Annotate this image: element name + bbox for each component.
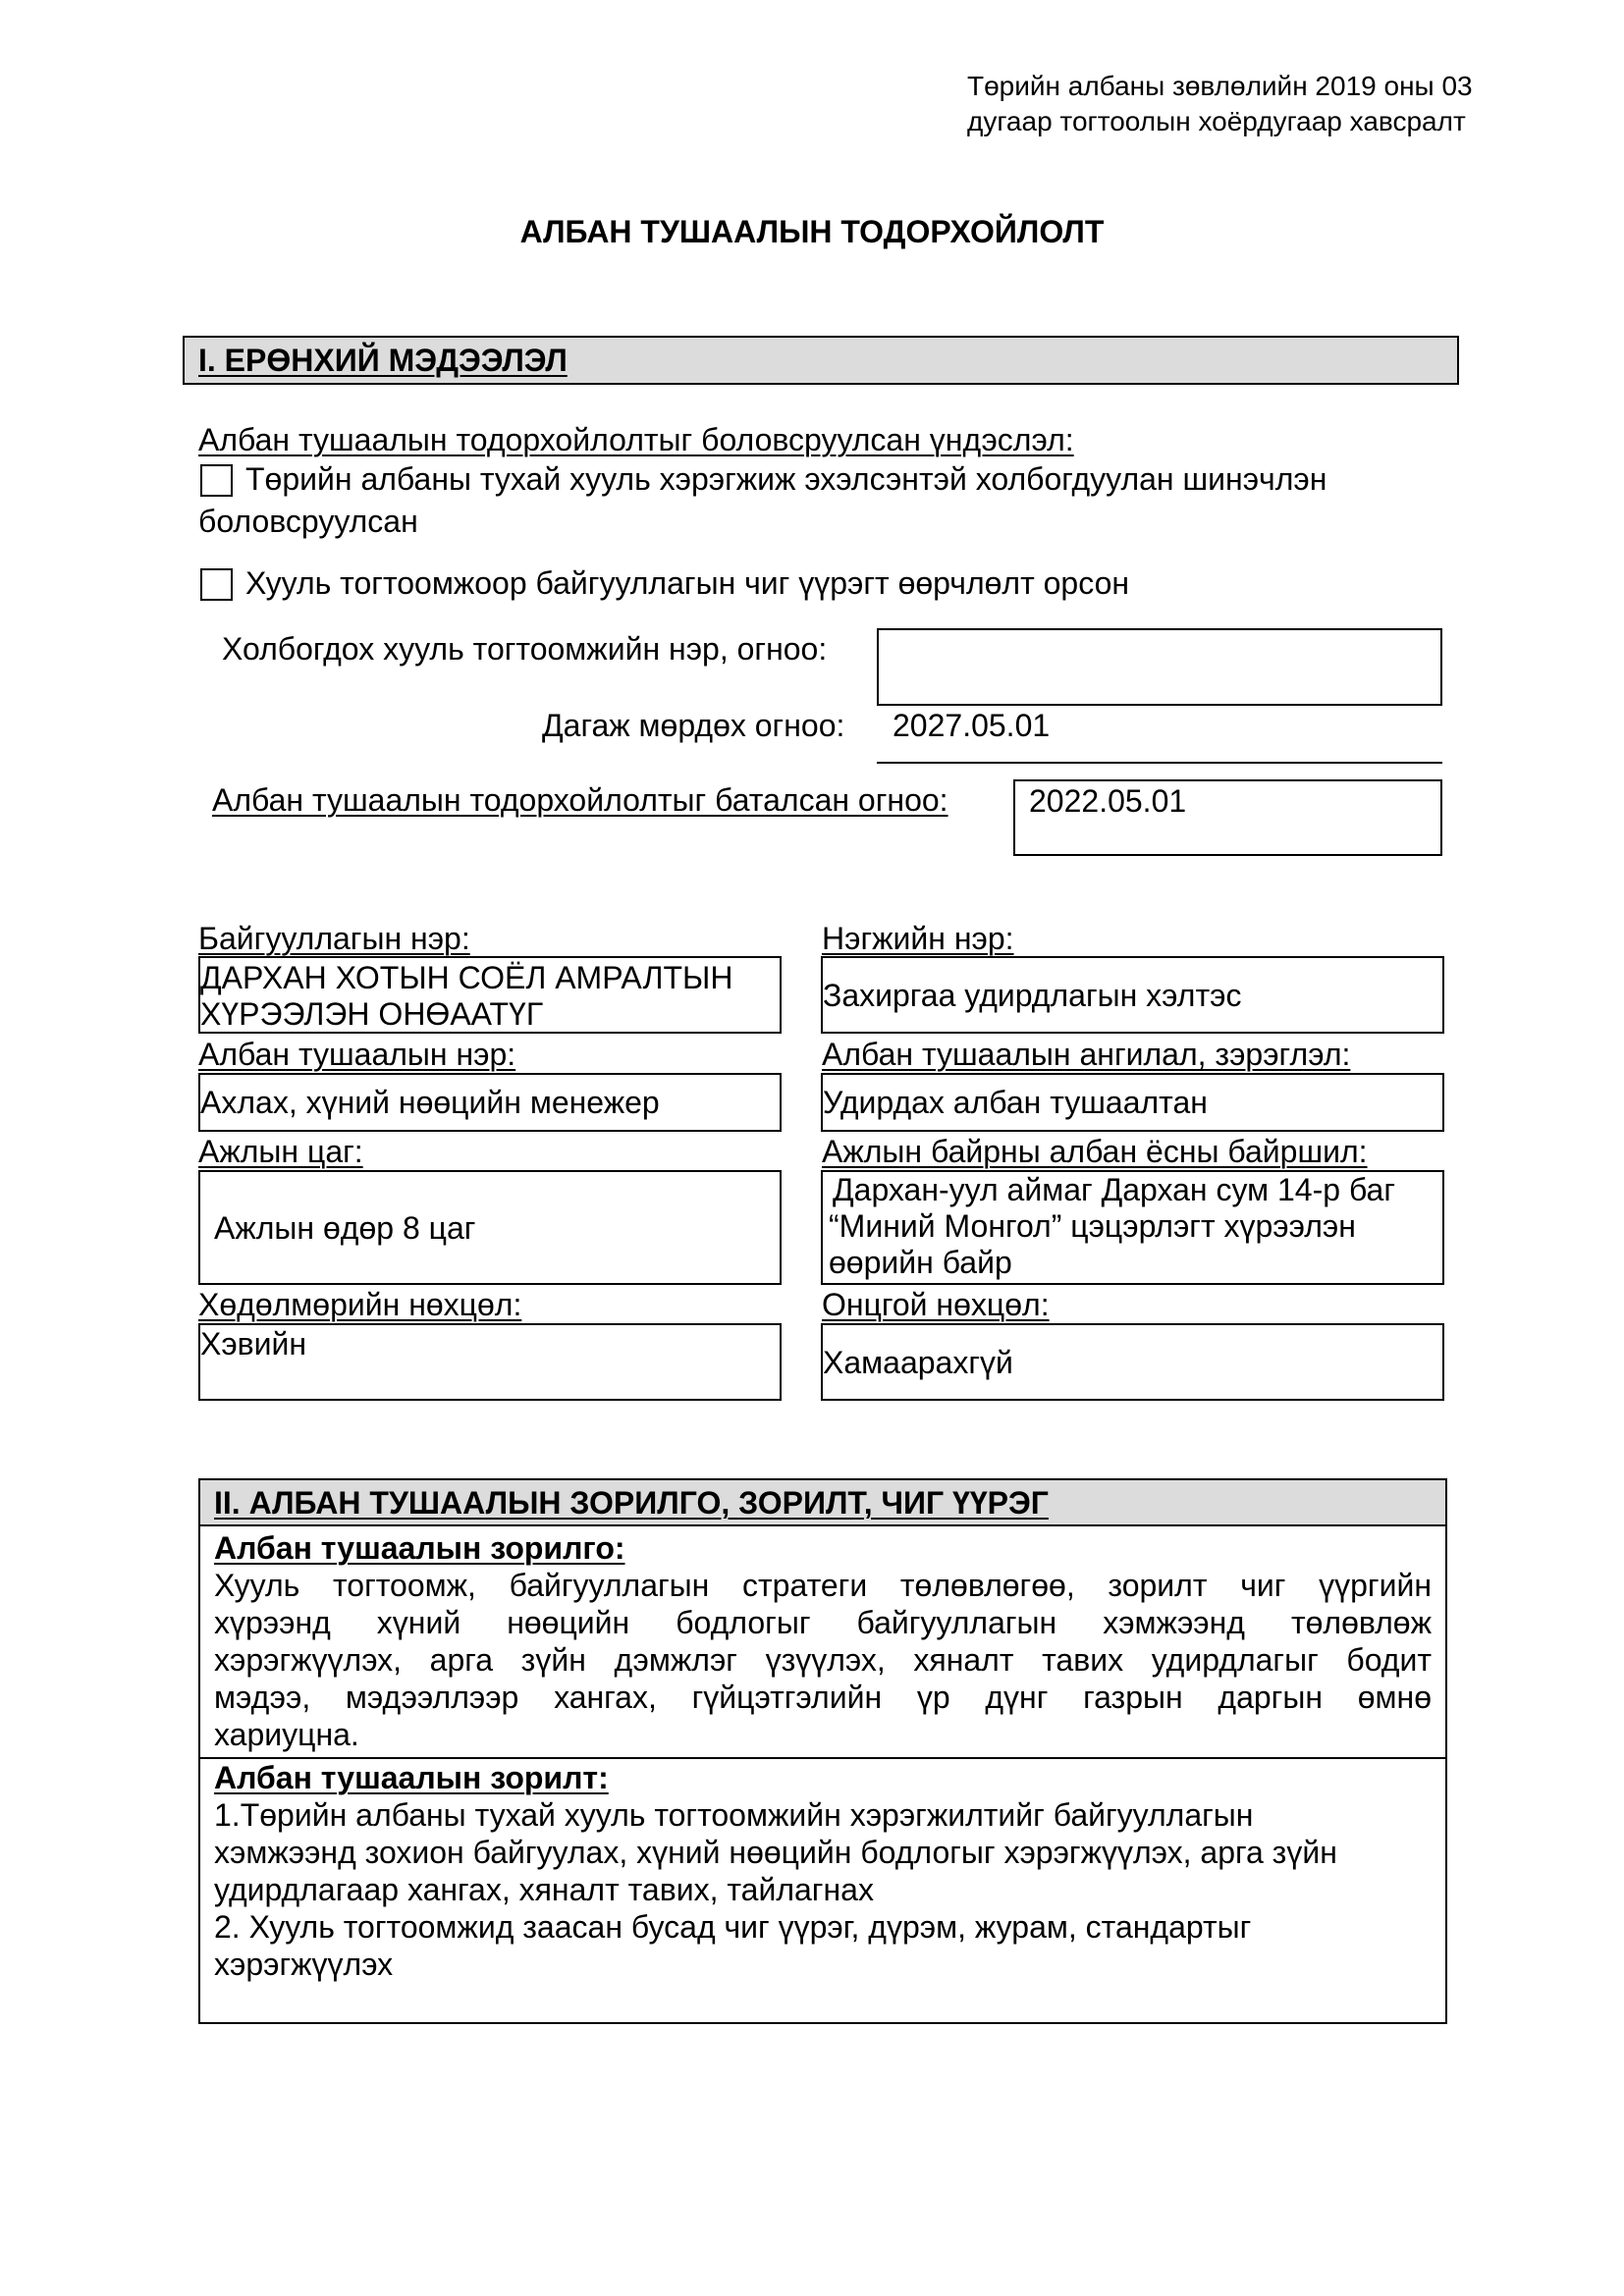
position-class-field[interactable]: [821, 1073, 1444, 1132]
section2-header: [200, 1480, 1445, 1526]
location-line1: Дархан-уул аймаг Дархан сум 14-р баг: [833, 1172, 1395, 1207]
work-hours-field[interactable]: [198, 1170, 782, 1285]
purpose-line: хүрээнд хүний нөөцийн бодлогыг байгууллагын хэмжээнд төлөвлөж: [214, 1605, 1432, 1640]
section1-header: [183, 336, 1459, 385]
special-cond-field[interactable]: [821, 1323, 1444, 1401]
org-name-label: Байгууллагын нэр:: [198, 921, 470, 956]
unit-name-label: Нэгжийн нэр:: [822, 921, 1014, 956]
position-class-label: Албан тушаалын ангилал, зэрэглэл:: [822, 1037, 1351, 1072]
unit-name-field[interactable]: [821, 956, 1444, 1034]
purpose-line: мэдээ, мэдээллээр хангах, гүйцэтгэлийн үр дүнг газрын даргын өмнө: [214, 1680, 1432, 1715]
option1-checkbox[interactable]: [200, 464, 233, 497]
purpose-line: хэрэгжүүлэх, арга зүйн дэмжлэг үзүүлэх, хяналт тавих удирдлагыг бодит: [214, 1642, 1432, 1678]
law-name-label: Холбогдох хууль тогтоомжийн нэр, огноо:: [222, 631, 828, 667]
location-label: Ажлын байрны албан ёсны байршил:: [822, 1134, 1368, 1169]
purpose-cell: [214, 1529, 1432, 1753]
objective-line: удирдлагаар хангах, хяналт тавих, тайлагнах: [214, 1872, 874, 1907]
work-hours-label: Ажлын цаг:: [198, 1134, 363, 1169]
approved-date-label: Албан тушаалын тодорхойлолтыг баталсан огноо:: [212, 782, 948, 818]
section2-table: [198, 1478, 1447, 2024]
effective-date-value[interactable]: 2027.05.01: [893, 708, 1051, 743]
objective-line: хэмжээнд зохион байгуулах, хүний нөөцийн бодлогыг хэрэгжүүлэх, арга зүйн: [214, 1835, 1337, 1870]
work-hours-value: Ажлын өдөр 8 цаг: [214, 1209, 476, 1246]
position-name-field[interactable]: [198, 1073, 782, 1132]
annex-note-line1: Төрийн албаны зөвлөлийн 2019 оны 03: [967, 71, 1473, 101]
option1-label-line1: Төрийн албаны тухай хууль хэрэгжиж эхэлсэнтэй холбогдуулан шинэчлэн: [245, 461, 1327, 497]
labor-cond-label: Хөдөлмөрийн нөхцөл:: [198, 1287, 522, 1322]
approved-date-field[interactable]: 2022.05.01: [1013, 779, 1442, 856]
effective-date-underline: [877, 762, 1442, 764]
purpose-label: Албан тушаалын зорилго:: [214, 1530, 625, 1566]
location-line3: өөрийн байр: [829, 1245, 1012, 1280]
effective-date-label: Дагаж мөрдөх огноо:: [542, 708, 845, 743]
option2-label: Хууль тогтоомжоор байгууллагын чиг үүрэгт өөрчлөлт орсон: [245, 565, 1130, 601]
location-line2: “Миний Монгол” цэцэрлэгт хүрээлэн: [829, 1208, 1356, 1244]
position-name-value: Ахлах, хүний нөөцийн менежер: [200, 1085, 660, 1120]
labor-cond-field[interactable]: Хэвийн: [198, 1323, 782, 1401]
annex-note-line2: дугаар тогтоолын хоёрдугаар хавсралт: [967, 106, 1466, 136]
position-class-value: Удирдах албан тушаалтан: [823, 1085, 1208, 1120]
objective-line: 1.Төрийн албаны тухай хууль тогтоомжийн хэрэгжилтийг байгууллагын: [214, 1797, 1254, 1833]
unit-name-value: Захиргаа удирдлагын хэлтэс: [823, 977, 1242, 1013]
special-cond-value: Хамаарахгүй: [823, 1344, 1013, 1380]
objective-cell: [214, 1759, 1432, 1983]
purpose-line: Хууль тогтоомж, байгууллагын стратеги төлөвлөгөө, зорилт чиг үүргийн: [214, 1568, 1432, 1603]
org-name-line2: ХҮРЭЭЛЭН ОНӨААТҮГ: [200, 996, 544, 1032]
basis-label: Албан тушаалын тодорхойлолтыг боловсруулсан үндэслэл:: [198, 422, 1074, 457]
option2-checkbox[interactable]: [200, 568, 233, 601]
annex-note: [967, 69, 1478, 139]
org-name-field[interactable]: [198, 956, 782, 1034]
section1-title: I. ЕРӨНХИЙ МЭДЭЭЛЭЛ: [198, 342, 568, 378]
objective-label: Албан тушаалын зорилт:: [214, 1760, 609, 1795]
special-cond-label: Онцгой нөхцөл:: [822, 1287, 1050, 1322]
law-name-field[interactable]: [877, 628, 1442, 706]
position-name-label: Албан тушаалын нэр:: [198, 1037, 516, 1072]
objective-line: 2. Хууль тогтоомжид заасан бусад чиг үүрэг, дүрэм, журам, стандартыг: [214, 1909, 1252, 1945]
objective-line: хэрэгжүүлэх: [214, 1947, 394, 1982]
org-name-line1: ДАРХАН ХОТЫН СОЁЛ АМРАЛТЫН: [200, 960, 733, 995]
option1-label-line2: боловсруулсан: [198, 504, 418, 539]
section2-title: II. АЛБАН ТУШААЛЫН ЗОРИЛГО, ЗОРИЛТ, ЧИГ ҮҮРЭГ: [214, 1485, 1049, 1521]
location-field[interactable]: [821, 1170, 1444, 1285]
purpose-line: хариуцна.: [214, 1717, 359, 1752]
document-title: АЛБАН ТУШААЛЫН ТОДОРХОЙЛОЛТ: [519, 214, 1105, 249]
